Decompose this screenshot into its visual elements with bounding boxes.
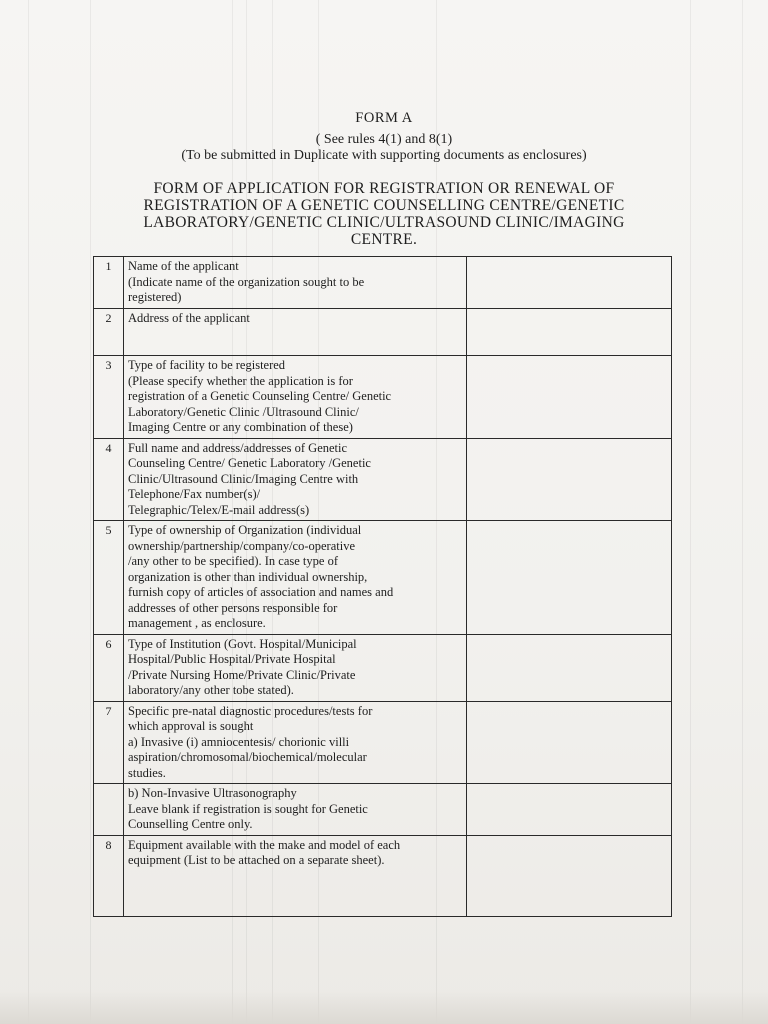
- row-text-line: aspiration/chromosomal/biochemical/molecular: [128, 750, 367, 764]
- row-number: 2: [94, 309, 124, 356]
- table-row: [94, 634, 672, 701]
- form-title-line: FORM OF APPLICATION FOR REGISTRATION OR RENEWAL OF: [153, 180, 615, 197]
- row-description: [124, 521, 467, 635]
- row-number: 7: [94, 701, 124, 784]
- table-row: [94, 784, 672, 836]
- row-text-line: management , as enclosure.: [128, 616, 266, 630]
- row-text-line: Type of Institution (Govt. Hospital/Municipal: [128, 636, 357, 651]
- row-description: [124, 835, 467, 916]
- answer-cell-invasive-procedures[interactable]: [467, 701, 672, 784]
- row-number: 5: [94, 521, 124, 635]
- form-code: FORM A: [355, 110, 413, 126]
- submission-note: (To be submitted in Duplicate with supporting documents as enclosures): [181, 148, 587, 163]
- table-row: [94, 835, 672, 916]
- answer-cell-applicant-name[interactable]: [467, 257, 672, 309]
- row-text-line: Address of the applicant: [128, 311, 250, 325]
- answer-cell-equipment[interactable]: [467, 835, 672, 916]
- row-text-line: a) Invasive (i) amniocentesis/ chorionic villi: [128, 734, 350, 749]
- row-description: [124, 701, 467, 784]
- row-text-line: Hospital/Public Hospital/Private Hospital: [128, 652, 336, 666]
- table-row: [94, 356, 672, 439]
- answer-cell-applicant-address[interactable]: [467, 309, 672, 356]
- row-text-line: organization is other than individual ownership,: [128, 569, 368, 584]
- form-title-line: LABORATORY/GENETIC CLINIC/ULTRASOUND CLINIC/IMAGING: [143, 214, 625, 231]
- row-text-line: Type of ownership of Organization (individual: [128, 523, 362, 537]
- row-text-line: equipment (List to be attached on a separate sheet).: [128, 853, 385, 867]
- table-row: [94, 701, 672, 784]
- row-text-line: Telephone/Fax number(s)/: [128, 487, 261, 501]
- row-text-line: ownership/partnership/company/co-operative: [128, 538, 356, 553]
- row-text-line: registration of a Genetic Counseling Centre/ Genetic: [128, 389, 392, 403]
- row-text-line: which approval is sought: [128, 719, 254, 733]
- row-text-line: /any other to be specified). In case type of: [128, 554, 338, 568]
- row-text-line: addresses of other persons responsible for: [128, 600, 338, 615]
- row-text-line: Imaging Centre or any combination of these): [128, 420, 353, 434]
- form-title: [92, 180, 676, 248]
- row-text-line: furnish copy of articles of association and names and: [128, 585, 394, 599]
- row-description: [124, 309, 467, 356]
- row-text-line: Laboratory/Genetic Clinic /Ultrasound Clinic/: [128, 404, 359, 419]
- row-text-line: Name of the applicant: [128, 259, 239, 273]
- row-text-line: Type of facility to be registered: [128, 358, 286, 372]
- row-text-line: b) Non-Invasive Ultrasonography: [128, 786, 297, 800]
- row-text-line: Leave blank if registration is sought for Genetic: [128, 801, 368, 816]
- row-text-line: (Indicate name of the organization sought to be: [128, 274, 365, 289]
- row-text-line: registered): [128, 290, 182, 304]
- table-row: [94, 309, 672, 356]
- row-text-line: Equipment available with the make and model of each: [128, 837, 401, 852]
- row-text-line: (Please specify whether the application is for: [128, 373, 353, 388]
- row-text-line: Telegraphic/Telex/E-mail address(s): [128, 502, 310, 517]
- row-description: [124, 634, 467, 701]
- row-description: [124, 356, 467, 439]
- form-title-line: REGISTRATION OF A GENETIC COUNSELLING CENTRE/GENETIC: [143, 197, 625, 214]
- row-number: 3: [94, 356, 124, 439]
- row-number: 1: [94, 257, 124, 309]
- form-title-line: CENTRE.: [350, 231, 418, 248]
- row-description: [124, 257, 467, 309]
- row-text-line: laboratory/any other tobe stated).: [128, 683, 294, 697]
- row-number: [94, 784, 124, 836]
- answer-cell-ownership-type[interactable]: [467, 521, 672, 635]
- row-text-line: Specific pre-natal diagnostic procedures/tests for: [128, 703, 373, 718]
- answer-cell-facility-type[interactable]: [467, 356, 672, 439]
- answer-cell-non-invasive[interactable]: [467, 784, 672, 836]
- answer-cell-institution-type[interactable]: [467, 634, 672, 701]
- row-description: [124, 784, 467, 836]
- table-row: [94, 257, 672, 309]
- row-text-line: Counseling Centre/ Genetic Laboratory /Genetic: [128, 456, 371, 470]
- row-description: [124, 438, 467, 521]
- row-number: 6: [94, 634, 124, 701]
- row-number: 8: [94, 835, 124, 916]
- row-number: 4: [94, 438, 124, 521]
- row-text-line: Full name and address/addresses of Genetic: [128, 440, 348, 455]
- row-text-line: Counselling Centre only.: [128, 817, 253, 831]
- table-row: [94, 438, 672, 521]
- row-text-line: Clinic/Ultrasound Clinic/Imaging Centre with: [128, 471, 359, 486]
- rules-reference: ( See rules 4(1) and 8(1): [315, 132, 453, 147]
- application-form-table: [93, 256, 672, 917]
- row-text-line: studies.: [128, 765, 166, 780]
- row-text-line: /Private Nursing Home/Private Clinic/Private: [128, 667, 356, 682]
- answer-cell-centre-address[interactable]: [467, 438, 672, 521]
- table-row: [94, 521, 672, 635]
